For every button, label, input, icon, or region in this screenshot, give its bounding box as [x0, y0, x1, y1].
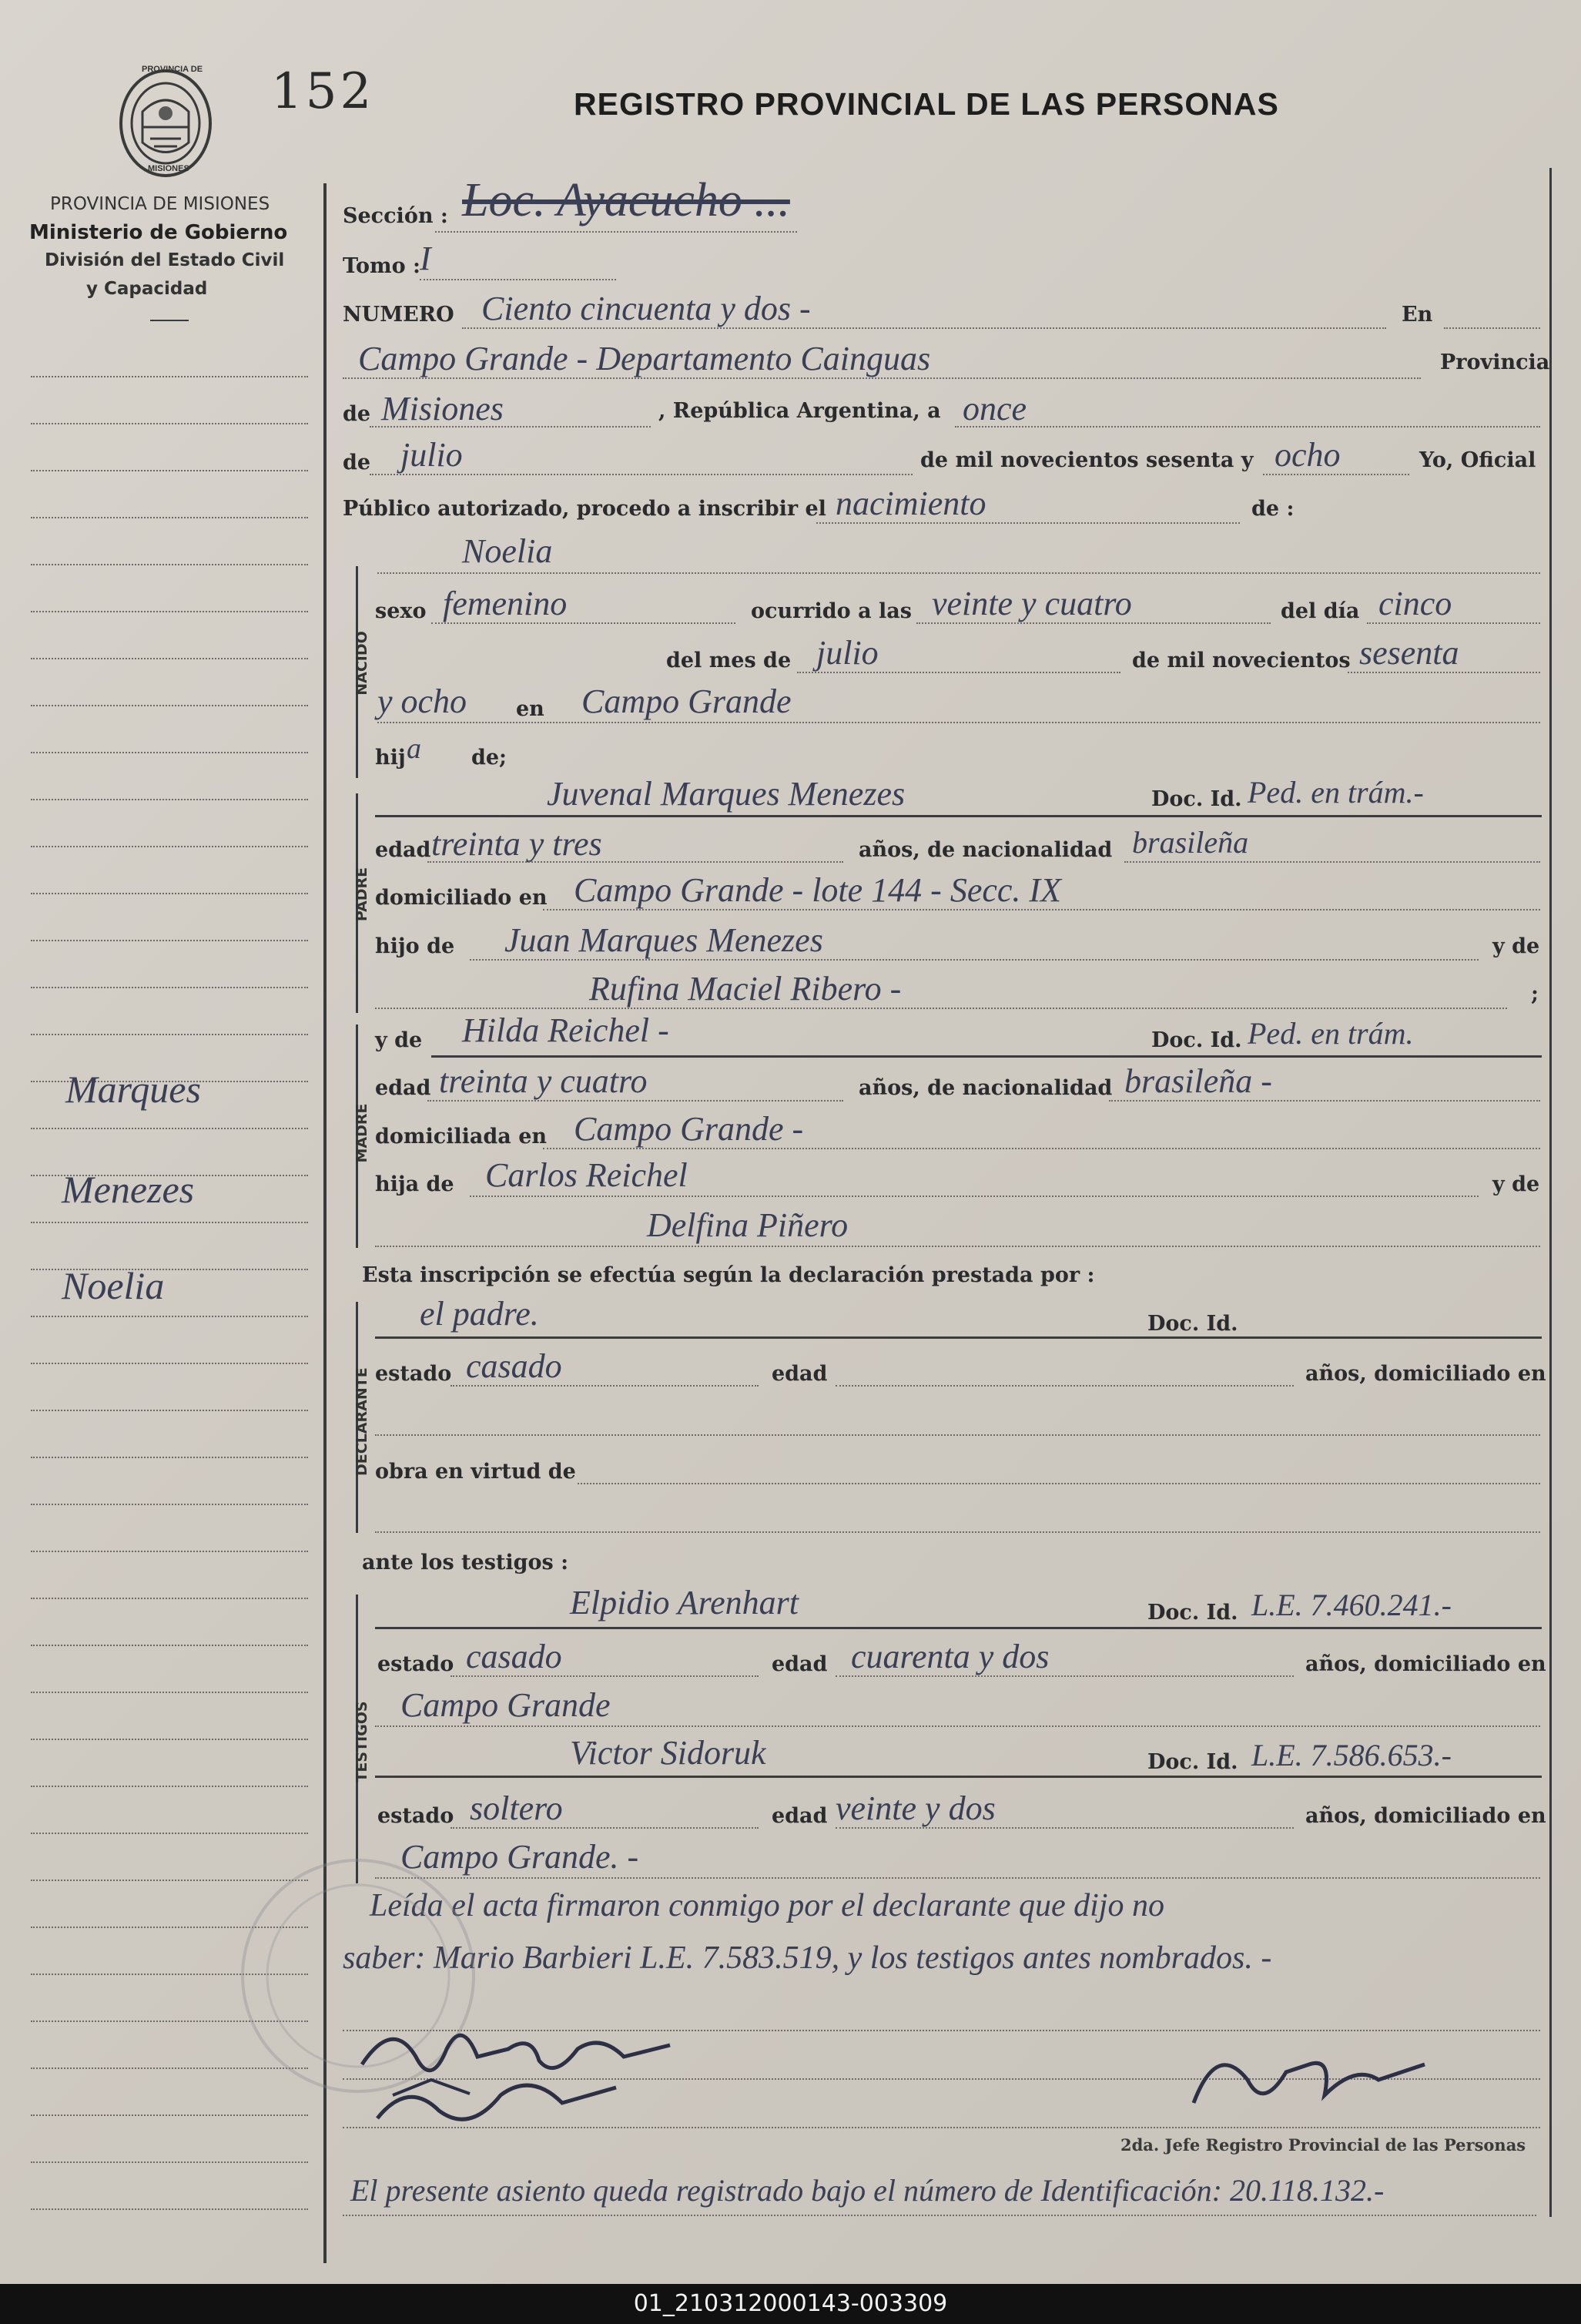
padre-edad-label: edad	[375, 838, 431, 862]
obra-line	[578, 1483, 1540, 1484]
numero-line	[462, 327, 1386, 329]
tomo-line	[420, 279, 616, 280]
mes-nacimiento-line	[797, 672, 1120, 673]
left-rule-line	[31, 2161, 308, 2163]
testigo2-edad-line	[836, 1827, 1294, 1829]
padre-semicolon: ;	[1531, 982, 1539, 1006]
declarante-section-label: DECLARANTE	[353, 1367, 370, 1476]
madre-edad-line	[427, 1100, 843, 1102]
testigo1-estado-value: casado	[466, 1638, 562, 1675]
sexo-line	[431, 622, 735, 624]
left-rule-line	[31, 846, 308, 847]
testigo1-nombre-line	[375, 1627, 1542, 1629]
dia-nacimiento-line	[1367, 622, 1540, 624]
left-rule-line	[31, 517, 308, 518]
testigos-label: ante los testigos :	[362, 1551, 569, 1574]
declarante-edad-line	[836, 1385, 1294, 1387]
testigo1-domicilio: Campo Grande	[400, 1686, 611, 1724]
hija-value: a	[407, 733, 421, 765]
en-line	[1444, 327, 1540, 329]
madre-section-label: MADRE	[353, 1103, 370, 1163]
hija-label-post: de;	[471, 746, 507, 770]
left-rule-line	[31, 1222, 308, 1223]
mil-label: de mil novecientos sesenta y	[920, 448, 1254, 472]
anio-line	[1263, 474, 1409, 475]
tomo-label: Tomo :	[343, 254, 420, 278]
de-label: de	[343, 402, 371, 426]
seccion-line	[435, 231, 797, 233]
testigo1-edad-line	[836, 1675, 1294, 1677]
margin-note-1: Marques	[65, 1068, 201, 1111]
madre-domicilio-value: Campo Grande -	[574, 1110, 804, 1148]
acto-line	[816, 522, 1240, 524]
de-label-2: de	[343, 451, 371, 475]
padre-nacionalidad-value: brasileña	[1132, 825, 1249, 860]
declarante-anos-label: años, domiciliado en	[1305, 1362, 1546, 1386]
madre-nacionalidad-value: brasileña -	[1124, 1062, 1272, 1100]
madre-padre-de-line	[470, 1196, 1479, 1197]
dia-value: once	[963, 390, 1027, 428]
madre-y-de2-label: y de	[1492, 1172, 1540, 1196]
cierre-line-2: saber: Mario Barbieri L.E. 7.583.519, y los testigos antes nombrados. -	[343, 1940, 1272, 1976]
anio-value: ocho	[1275, 436, 1341, 474]
left-rule-line	[31, 376, 308, 377]
left-rule-line	[31, 1034, 308, 1035]
testigo1-edad-value: cuarenta y dos	[851, 1638, 1050, 1675]
padre-section-label: PADRE	[353, 867, 370, 922]
testigo1-nombre: Elpidio Arenhart	[570, 1584, 799, 1621]
ocurrido-label: ocurrido a las	[751, 599, 912, 623]
padre-edad-value: treinta y tres	[431, 825, 602, 863]
madre-nacionalidad-line	[1109, 1100, 1540, 1102]
testigo1-anos-label: años, domiciliado en	[1305, 1652, 1546, 1676]
publico-label: Público autorizado, procedo a inscribir el	[343, 497, 826, 521]
lugar-nac-line	[377, 722, 1540, 723]
left-rule-line	[31, 1128, 308, 1129]
seccion-label: Sección :	[343, 204, 448, 228]
testigo1-doc-label: Doc. Id.	[1147, 1601, 1238, 1625]
padre-doc-label: Doc. Id.	[1151, 787, 1242, 811]
org-line-4: y Capacidad	[86, 279, 208, 299]
de2-label: de :	[1251, 497, 1295, 521]
declarante-edad-label: edad	[772, 1362, 828, 1386]
madre-edad-label: edad	[375, 1076, 431, 1100]
signature-left	[347, 2003, 747, 2141]
left-rule-line	[31, 2114, 308, 2116]
margin-note-3: Noelia	[62, 1264, 165, 1307]
testigo2-domicilio-line	[375, 1877, 1540, 1879]
padre-doc-value: Ped. en trám.-	[1248, 775, 1424, 810]
org-divider	[150, 320, 189, 321]
testigo2-estado-value: soltero	[470, 1789, 563, 1827]
testigo2-domicilio: Campo Grande. -	[400, 1838, 639, 1876]
mes-line	[370, 474, 913, 475]
numero-value: Ciento cincuenta y dos -	[481, 290, 811, 327]
left-rule-line	[31, 1739, 308, 1740]
madre-madre-de-line	[375, 1246, 1540, 1247]
declarante-estado-value: casado	[466, 1347, 562, 1385]
testigo1-estado-line	[451, 1675, 759, 1677]
padre-hijo-label: hijo de	[375, 934, 455, 958]
en-nac-label: en	[516, 697, 544, 721]
lugar-nac-value: Campo Grande	[581, 682, 792, 720]
left-rule-line	[31, 1504, 308, 1505]
hora-value: veinte y cuatro	[932, 585, 1132, 622]
numero-label: NUMERO	[343, 303, 454, 327]
signature-right	[1178, 2034, 1448, 2134]
padre-edad-line	[427, 861, 843, 863]
provincia-value: Misiones	[381, 390, 504, 428]
hija-label-pre: hij	[375, 746, 406, 770]
testigo2-nombre-line	[375, 1776, 1542, 1778]
margin-note-2: Menezes	[62, 1168, 195, 1211]
anio2-nac-value: y ocho	[377, 682, 467, 720]
madre-y-de-label: y de	[375, 1028, 423, 1052]
org-line-2: Ministerio de Gobierno	[29, 221, 288, 244]
testigo2-anos-label: años, domiciliado en	[1305, 1804, 1546, 1828]
provincia-label: Provincia	[1440, 350, 1550, 374]
padre-anos-label: años, de nacionalidad	[859, 838, 1113, 862]
madre-nombre-line	[431, 1055, 1542, 1058]
testigo2-edad-label: edad	[772, 1804, 828, 1828]
republica-label: , República Argentina, a	[658, 399, 941, 423]
testigo1-domicilio-line	[375, 1725, 1540, 1727]
left-rule-line	[31, 1598, 308, 1599]
declaracion-label: Esta inscripción se efectúa según la declaración prestada por :	[362, 1263, 1095, 1287]
padre-padre-de-line	[470, 959, 1479, 961]
madre-anos-label: años, de nacionalidad	[859, 1076, 1113, 1100]
org-line-1: PROVINCIA DE MISIONES	[50, 194, 270, 214]
padre-nacionalidad-line	[1124, 861, 1540, 863]
obra-line-2	[375, 1531, 1540, 1533]
left-rule-line	[31, 423, 308, 424]
testigo2-nombre: Victor Sidoruk	[570, 1734, 766, 1772]
testigo2-estado-line	[451, 1827, 759, 1829]
testigo1-edad-label: edad	[772, 1652, 828, 1676]
obra-label: obra en virtud de	[375, 1460, 576, 1484]
madre-doc-label: Doc. Id.	[1151, 1028, 1242, 1052]
stamp-text: 2da. Jefe Registro Provincial de las Personas	[1120, 2135, 1526, 2155]
left-rule-line	[31, 1316, 308, 1317]
left-rule-line	[31, 752, 308, 753]
document-title: REGISTRO PROVINCIAL DE LAS PERSONAS	[574, 86, 1279, 122]
nacido-nombre: Noelia	[462, 532, 553, 570]
lugar-line	[343, 377, 1421, 379]
left-rule-line	[31, 1645, 308, 1646]
left-rule-line	[31, 1363, 308, 1364]
left-rule-line	[31, 940, 308, 941]
left-rule-line	[31, 1833, 308, 1834]
anio-nac-line	[1348, 672, 1540, 673]
madre-nombre: Hilda Reichel -	[462, 1011, 669, 1049]
testigo2-doc-value: L.E. 7.586.653.-	[1251, 1738, 1452, 1772]
dia-line	[955, 426, 1540, 428]
declarante-estado-line	[451, 1385, 759, 1387]
tomo-value: I	[420, 240, 431, 277]
padre-domicilio-label: domiciliado en	[375, 886, 548, 910]
padre-nombre-line	[375, 815, 1542, 817]
testigo2-edad-value: veinte y dos	[836, 1789, 996, 1827]
testigo2-estado-label: estado	[377, 1804, 454, 1828]
left-rule-line	[31, 1786, 308, 1787]
madre-edad-value: treinta y cuatro	[439, 1062, 648, 1100]
sexo-value: femenino	[443, 585, 568, 622]
left-rule-line	[31, 611, 308, 612]
left-rule-line	[31, 799, 308, 800]
image-caption: 01_210312000143-003309	[0, 2284, 1581, 2324]
registro-final: El presente asiento queda registrado bajo el número de Identificación: 20.118.132.-	[350, 2173, 1385, 2208]
madre-hija-label: hija de	[375, 1172, 454, 1196]
nacido-section-label: NACIDO	[353, 631, 370, 696]
padre-padre-de: Juan Marques Menezes	[504, 921, 823, 959]
seal-bottom-text: MISIONES	[148, 164, 189, 173]
left-rule-line	[31, 893, 308, 894]
padre-y-de-label: y de	[1492, 934, 1540, 958]
left-rule-line	[31, 1692, 308, 1693]
en-label: En	[1402, 303, 1433, 327]
madre-padre-de: Carlos Reichel	[485, 1156, 688, 1194]
mes-nacimiento-value: julio	[816, 634, 879, 672]
madre-doc-value: Ped. en trám.	[1248, 1016, 1414, 1051]
testigo2-doc-label: Doc. Id.	[1147, 1750, 1238, 1774]
left-rule-line	[31, 705, 308, 706]
del-mes-label: del mes de	[666, 649, 792, 672]
left-rule-line	[31, 1551, 308, 1552]
left-rule-line	[31, 1457, 308, 1458]
madre-domicilio-label: domiciliada en	[375, 1125, 548, 1149]
lugar-value: Campo Grande - Departamento Cainguas	[358, 340, 931, 377]
declarante-nombre-line	[375, 1336, 1542, 1339]
registro-final-line	[343, 2215, 1536, 2216]
cierre-line-1: Leída el acta firmaron conmigo por el declarante que dijo no	[370, 1888, 1164, 1923]
padre-madre-de: Rufina Maciel Ribero -	[589, 970, 902, 1008]
declarante-domicilio-line	[375, 1434, 1540, 1436]
org-line-3: División del Estado Civil	[45, 250, 285, 270]
dia-nacimiento-value: cinco	[1378, 585, 1452, 622]
hora-line	[916, 622, 1271, 624]
nacido-nombre-line	[377, 572, 1540, 574]
seal-top-text: PROVINCIA DE	[142, 65, 203, 74]
mes-value: julio	[400, 436, 463, 474]
left-rule-line	[31, 2208, 308, 2210]
declarante-doc-label: Doc. Id.	[1147, 1312, 1238, 1336]
left-rule-line	[31, 987, 308, 988]
left-rule-line	[31, 470, 308, 471]
madre-madre-de: Delfina Piñero	[647, 1206, 849, 1244]
left-rule-line	[31, 1410, 308, 1411]
del-dia-label: del día	[1281, 599, 1360, 623]
right-border	[1549, 168, 1552, 2217]
sexo-label: sexo	[375, 599, 427, 623]
left-rule-line	[31, 564, 308, 565]
padre-madre-de-line	[375, 1008, 1507, 1009]
mil-nac-label: de mil novecientos	[1132, 649, 1351, 672]
madre-domicilio-line	[543, 1148, 1540, 1149]
oficial-label: Yo, Oficial	[1419, 448, 1536, 472]
testigos-section-label: TESTIGOS	[353, 1701, 370, 1782]
anio-nac-value: sesenta	[1359, 634, 1459, 672]
testigo1-estado-label: estado	[377, 1652, 454, 1676]
left-rule-line	[31, 658, 308, 659]
padre-domicilio-value: Campo Grande - lote 144 - Secc. IX	[574, 871, 1061, 909]
seccion-value: Loc. Ayacucho ...	[462, 174, 790, 226]
acto-value: nacimiento	[836, 485, 986, 522]
provincia-line	[370, 426, 651, 428]
padre-nombre: Juvenal Marques Menezes	[547, 775, 906, 813]
declarante-estado-label: estado	[375, 1362, 452, 1386]
testigo1-doc-value: L.E. 7.460.241.-	[1251, 1588, 1452, 1622]
padre-domicilio-line	[543, 909, 1540, 910]
declarante-nombre: el padre.	[420, 1295, 539, 1333]
page-number: 152	[271, 63, 375, 120]
